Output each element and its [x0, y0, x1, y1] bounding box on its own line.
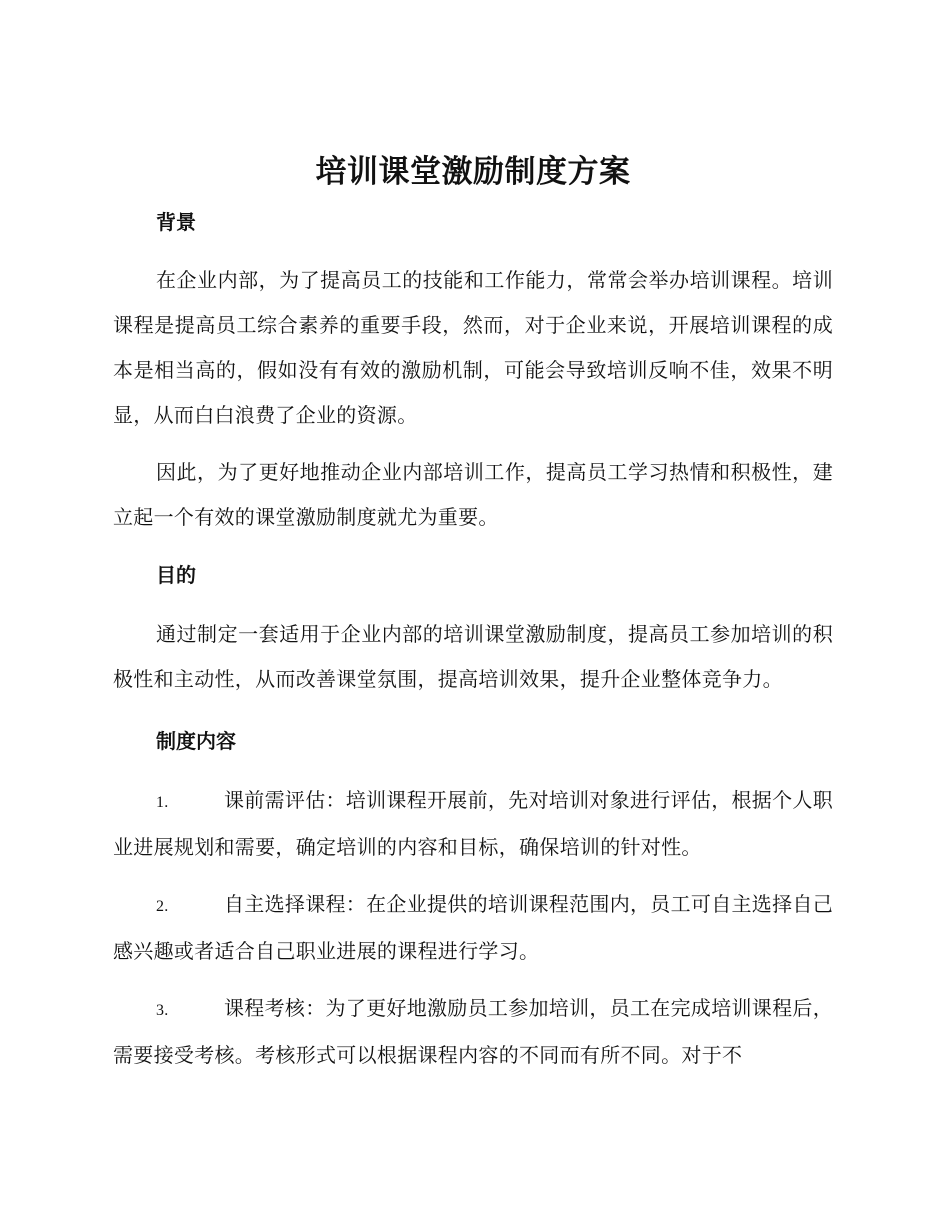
list-item-number: 2.: [156, 898, 169, 915]
list-item-text: 自主选择课程：在企业提供的培训课程范围内，员工可自主选择自己感兴趣或者适合自己职业进展的课程进行学习。: [113, 892, 833, 963]
list-item-text: 课程考核：为了更好地激励员工参加培训，员工在完成培训课程后，需要接受考核。考核形式可以根据课程内容的不同而有所不同。对于不: [113, 996, 833, 1067]
list-item: [113, 986, 833, 1078]
list-item: [113, 882, 833, 974]
section-heading-purpose: 目的: [156, 563, 196, 587]
document-title: 培训课堂激励制度方案: [315, 154, 631, 190]
list-item-text: 课前需评估：培训课程开展前，先对培训对象进行评估，根据个人职业进展规划和需要，确定培训的内容和目标，确保培训的针对性。: [113, 788, 833, 859]
list-item: [113, 778, 833, 870]
list-item-number: 3.: [156, 1002, 169, 1019]
section-heading-content: 制度内容: [156, 729, 236, 753]
document-body: [113, 148, 833, 1078]
background-paragraph-2: 因此，为了更好地推动企业内部培训工作，提高员工学习热情和积极性，建立起一个有效的课堂激励制度就尤为重要。: [113, 460, 833, 529]
section-heading-background: 背景: [156, 210, 196, 234]
background-paragraph-1: 在企业内部，为了提高员工的技能和工作能力，常常会举办培训课程。培训课程是提高员工综合素养的重要手段，然而，对于企业来说，开展培训课程的成本是相当高的，假如没有有效的激励机制，可能会导致培训反响不佳，效果不明显，从而白白浪费了企业的资源。: [113, 268, 833, 427]
purpose-paragraph-1: 通过制定一套适用于企业内部的培训课堂激励制度，提高员工参加培训的积极性和主动性，从而改善课堂氛围，提高培训效果，提升企业整体竞争力。: [113, 622, 833, 691]
list-item-number: 1.: [156, 794, 169, 811]
